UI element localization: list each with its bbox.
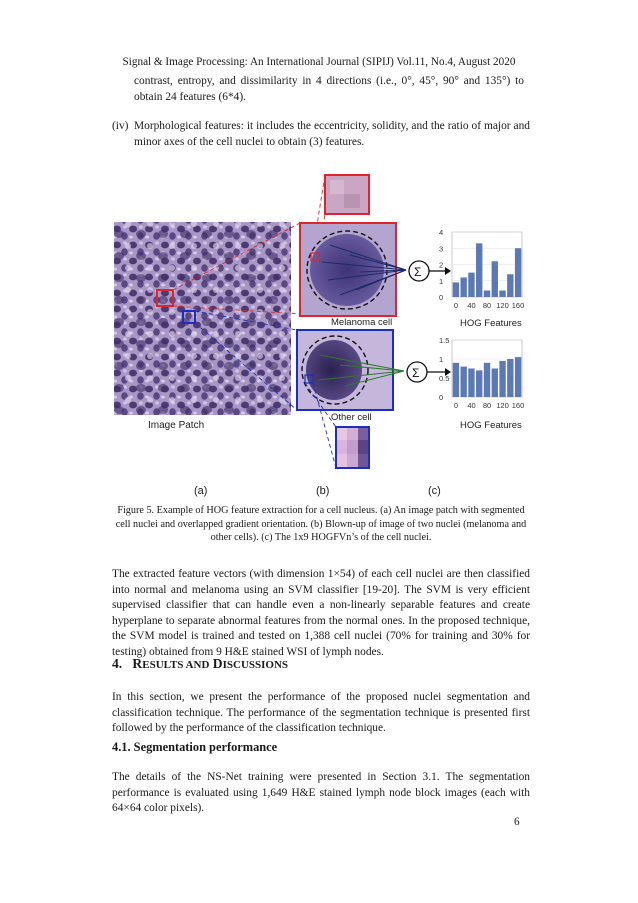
y-tick-label: 1 (439, 355, 444, 364)
image-patch (114, 222, 291, 415)
y-tick-label: 4 (439, 228, 444, 237)
hog-bar (484, 291, 490, 298)
running-header: Signal & Image Processing: An International Journal (SIPIJ) Vol.11, No.4, August 2020 (122, 56, 516, 68)
hog-bar (507, 274, 513, 297)
y-tick-label: 0.5 (439, 374, 450, 383)
hog-bar (476, 243, 482, 297)
hog-bar (492, 261, 498, 297)
subfig-b-label: (b) (316, 485, 330, 497)
hog-bar (468, 273, 474, 297)
hog-bar (468, 369, 474, 398)
x-tick-label: 0 (453, 301, 459, 310)
x-tick-label: 40 (467, 401, 476, 410)
figure-caption: Figure 5. Example of HOG feature extraction for a cell nucleus. (a) An image patch with segmented cell nuclei and overlapped gradient orientation. (b) Blown-up of image of two nuclei (melanoma and other cells). (c) The 1x9 HOGFVn’s of the cell nuclei. (115, 505, 527, 544)
x-tick-label: 80 (482, 301, 492, 310)
hog-features-label-top: HOG Features (460, 318, 522, 329)
y-tick-label: 1.5 (439, 336, 450, 345)
y-tick-label: 2 (439, 260, 444, 270)
hog-bar (453, 282, 459, 297)
subfig-c-label: (c) (428, 485, 441, 497)
list-continuation: contrast, entropy, and dissimilarity in 4 directions (i.e., 0°, 45°, 90° and 135°) to obtain 24 features (6*4). (134, 75, 524, 103)
hog-bar (460, 367, 466, 397)
hog-bar (492, 369, 498, 398)
subfig-a-label: (a) (194, 485, 208, 497)
hog-chart-other (439, 336, 524, 410)
melanoma-cell-label: Melanoma cell (331, 317, 393, 328)
hog-bar (453, 363, 459, 397)
paragraph-svm: The extracted feature vectors (with dimension 1×54) of each cell nuclei are then classified into normal and melanoma using an SVM classifier [19-20]. The SVM is very efficient supervised classifier that can handle even a non-linearly separable features and create hyperplane to separate abnormal features from the normal ones. In the proposed technique, the SVM model is trained and tested on 1,388 cell nuclei (70% for training and 30% for testing) obtained from 9 H&E stained WSI of lymph nodes. (112, 568, 530, 658)
x-tick-label: 120 (496, 401, 509, 410)
hog-bar (507, 359, 513, 397)
section-heading: 4. RESULTS AND DISCUSSIONS (112, 656, 289, 671)
x-tick-label: 120 (496, 301, 509, 310)
hog-bar (460, 278, 466, 298)
hog-bar (499, 291, 505, 298)
other-cell-panel (297, 330, 404, 410)
list-item-text: Morphological features: it includes the eccentricity, solidity, and the ratio of major and minor axes of the cell nuclei to obtain (3) features. (134, 120, 530, 148)
image-patch-label: Image Patch (148, 420, 205, 431)
sum-node-top (409, 261, 451, 281)
hog-chart-melanoma (439, 228, 524, 310)
y-tick-label: 0 (439, 393, 444, 402)
hog-bar (515, 357, 521, 397)
list-item-number: (iv) (112, 120, 129, 132)
x-tick-label: 160 (511, 401, 525, 410)
x-tick-label: 160 (511, 301, 525, 310)
hog-bar (476, 370, 482, 397)
other-cell-label: Other cell (331, 412, 372, 423)
y-tick-label: 3 (439, 244, 444, 254)
hog-bar (515, 248, 521, 297)
x-tick-label: 0 (453, 401, 459, 410)
y-tick-label: 1 (439, 276, 444, 286)
paragraph-results-intro: In this section, we present the performance of the proposed nuclei segmentation and classification technique. The performance of the segmentation technique is presented first followed by the performance of the classification technique. (112, 691, 530, 734)
hog-features-label-bottom: HOG Features (460, 420, 522, 431)
x-tick-label: 40 (467, 301, 476, 310)
page-number: 6 (514, 816, 520, 828)
hog-bar (499, 361, 505, 397)
svg-text:Σ: Σ (414, 265, 422, 279)
y-tick-label: 0 (439, 293, 444, 302)
melanoma-cell-panel (300, 223, 406, 316)
svg-text:Σ: Σ (412, 366, 420, 380)
x-tick-label: 80 (482, 401, 492, 410)
subsection-heading: 4.1. Segmentation performance (112, 740, 278, 754)
other-pixel-zoom (336, 427, 369, 468)
paragraph-segmentation: The details of the NS-Net training were presented in Section 3.1. The segmentation performance is evaluated using 1,649 H&E stained lymph node block images (each with 64×64 color pixels). (112, 771, 530, 814)
hog-bar (484, 363, 490, 397)
